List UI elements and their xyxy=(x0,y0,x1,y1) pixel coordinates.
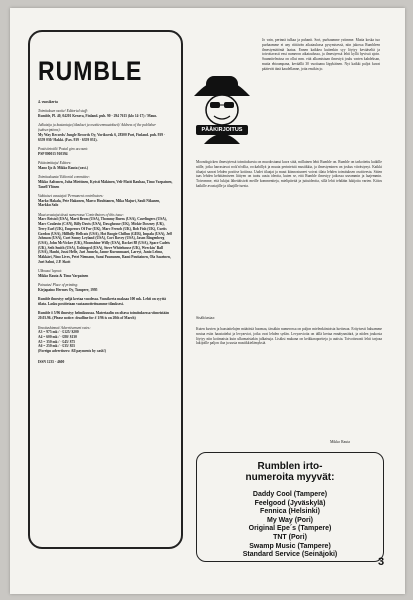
retailer-item: Original Epe´s (Tampere) xyxy=(248,525,332,533)
page-number: 3 xyxy=(378,556,385,568)
retailers-title xyxy=(197,461,383,483)
contributors xyxy=(38,194,173,208)
editors-value: Mano Ijo & Mikko Rauta (vast.) xyxy=(38,165,88,170)
ad-rate-line: A5 = 350 mk / - £45/ $75 xyxy=(38,339,76,344)
contributors-label: Vakituiset avustajat/ Permanent contributors: xyxy=(38,193,104,198)
committee-value: Mikko Aaltonen, Juha Miettinen, Kyösti Mäkinen, Veli-Matti Rauhaa, Timo Varpainen, Tanell Ylönen xyxy=(38,179,173,189)
masthead-text xyxy=(38,100,173,369)
rumble-logo: RUMBLE xyxy=(38,55,143,86)
retailer-item: TNT (Pori) xyxy=(273,533,307,541)
publisher-value: My Way Records/ Jungle Records Oy, Vorikwesk 6, 28300 Pori, Finland. puh. 939 - 6359 030/ Hakki. (Fax. 939 - 6359 031). xyxy=(38,132,166,142)
retailer-item: Swamp Music (Tampere) xyxy=(249,542,331,550)
editorial-office-value: Rumble, Pl. 40, 04201 Kerava, Finland. puh. 90 - 294 7615 (klo 14-17) / Mauo. xyxy=(38,114,158,119)
issue-label: 4. vuosikerta xyxy=(38,100,58,104)
deadline-notice: Rumble # 5/96 ilmestyy helmikuussa. Materiaalin on oltava toimituksessa viimeistään 20.03.96. (Please notice: deadline for # 1/96 is on 20th of March) xyxy=(38,311,169,321)
ad-rates xyxy=(38,326,173,354)
issue-contributors xyxy=(38,213,173,265)
postal-account-label: Postisiirtotili/ Postal giro account: xyxy=(38,146,89,151)
retailer-item: Standard Service (Seinäjoki) xyxy=(242,551,338,559)
retailers-list xyxy=(197,491,383,560)
retailer-item: My Way (Pori) xyxy=(266,516,314,524)
retailers-title-line2: numeroita myyvät: xyxy=(245,472,335,483)
layout-value: Mikko Rauta & Timo Varpainen xyxy=(38,273,89,278)
content-body: Kuten kuvien ja haastattelujen määrästä huomaa, tässäkin numerossa on paljon mielenkiintoista luettavaa. Erityisesti haluamme nostaa esiin haastattelut ja levyarviot, jotka ovat lehden sydän. Levyarvioita on tällä kertaa ennätysmäärä, ja niiden joukosta löytyy niin kotimaisia kuin ulkomaisiakin julkaisuja. Lisäksi mukana on keikkaraportteja ja uutisia. Toivottavasti lehti tarjoaa lukijoille paljon iloa ja uusia musiikkielämyksiä. xyxy=(196,327,382,346)
ad-rate-line: A4 = 600 mk / - £80/ $130 xyxy=(38,334,77,339)
retailers-box xyxy=(196,452,384,562)
editorial-office-label: Toimituksen osoite/ Editorial staff: xyxy=(38,109,88,114)
issue-contributors-value: Marc Bristol (USA), Martí Brom (USA), Thommy Burns (USA), Cavelingers (USA), Marc Coulavin (CAN), Billy Davis (USA), Dawghouse (UK), Mickie Downey (UK), Terry Earl (UK), Emperors Of Fur (UK), Marc French (UK), Bob Fish (UK), Curtis Gordon (USA), Hillbilly Hellcats (USA), Hot Boogie Chillun (GER), Impala (USA), Jeff Johnson (USA), Curt Sonny Leyland (USA), Cort Rovey (USA), Jason Ringenberg (USA), John McVicker (UK), Moonshine Willy (USA), Rocket 88 (USA), Space Cadets (UK), Seth Smith (USA), Unhinged (USA), Steve Whitehouse (UK), Wreckin' Ball (USA), Hanhi, Jussi Helle, Jari Juusela, Janne Kurunmaari, Larryt, Janio Lelmo, Mäkkäri, Nino Lives, Petri Niemann, Sami Paununen, Rami Poutiainen, Ola Saarinen, Juri Salmi, J.P. Skott xyxy=(38,217,172,264)
intro-text: Jo vain, perinnä tulkaa ja puhanit. Sori, purhaamme ystimme. Mutta koska tuo purhaamme ei any riittävän aikataulussa pysymisessä, niin jakossa Rumbleen ilmestymätöntä laatua. Ennen kaikkea kuitenkin syy löytyy kevääseltä ja toivottavasti ensi numeron aikataulussa, ja ilmestyessä lehti kyllä hyvissä ajoin. Suunnitelmissa on ollut mm. että alkamistaan ilmestyä joulu varten kahdeksan, mutta ehtoampana, keväällä 30 vuotiaana läpykäinen. Nyt kaikki paljot kuvat päätevät tänä kaudellanne, jotta ensikin jo. xyxy=(262,38,380,71)
retailer-item: Feelgood (Jyväskylä) xyxy=(254,499,326,507)
postal-account xyxy=(38,147,173,156)
editorial-heading: PÄÄKIRJOITUS xyxy=(196,125,248,135)
postal-account-value: PSP 800015 910394 xyxy=(38,151,68,156)
ad-rate-line: A3 = 975 mk / - £125/ $200 xyxy=(38,330,79,335)
mascot-illustration-icon xyxy=(192,58,252,153)
committee-label: Toimituskunta/ Editorial committee: xyxy=(38,175,90,180)
publisher xyxy=(38,123,173,142)
retailer-item: Fennica (Helsinki) xyxy=(260,508,320,516)
issue-contributors-label: Muut avustajat tässä numerossa/ Contributors of this issue: xyxy=(38,212,124,217)
layout-credit xyxy=(38,269,173,278)
layout-label: Ulkoasu/ layout: xyxy=(38,269,63,274)
ad-rates-label: Ilmoitushinnat/ Advertisement rates: xyxy=(38,325,91,330)
publisher-label: Julkaisija ja kustantaja (tilaukset ja osoitteenmuutokset)/ Address of the publisher (subscriptions): xyxy=(38,123,156,133)
retailers-title-line1: Rumblen irto- xyxy=(257,461,323,472)
printing-value: Kirjapaino Hermes Oy, Tampere, 1995 xyxy=(38,287,98,292)
retailer-item: Daddy Cool (Tampere) xyxy=(252,491,328,498)
signature: Mikko Rauta xyxy=(330,440,350,444)
editors xyxy=(38,161,173,170)
ad-rate-line: (Foreign advertisers: All payments by cash!) xyxy=(38,349,106,354)
editors-label: Päätoimittaja/ Editors: xyxy=(38,161,72,166)
committee xyxy=(38,175,173,189)
content-subheading: Sisältöasiaa: xyxy=(196,316,215,320)
printing-label: Painatus/ Place of printing: xyxy=(38,283,79,288)
editorial-body xyxy=(196,160,382,193)
issn: ISSN 1235 - 4600 xyxy=(38,359,65,364)
subscription-notice: Rumble ilmestyy neljä kertaa vuodessa. Vuosikerta maksaa 100 mk. Lehti on syyttä tilata. Lasku postitetaan vastaanottettuamme tilauksesi. xyxy=(38,297,166,307)
editorial-office xyxy=(38,109,173,118)
contributors-value: Marko Hakala, Pete Hakonen, Marco Houhtanen, Mika Majuri, Sauli Nikanen, Markku Salo xyxy=(38,198,161,208)
ad-rate-line: A6 = 250 mk / - £35/ $55 xyxy=(38,344,76,349)
printing xyxy=(38,283,173,292)
editorial-paragraph: Moondogicken ilmestyiessä toimituksesta on muodostunut kuva siitä, millainen lehti Rumble on. Rumble on tarkoitettu kaikille niille, jotka harrastavat rock'n'rollia, rockabillyä ja muuta perinteistä musiikkia, ja ilmestyminen on joskus viivästynyt. Kaikki tilaajat saavat lehden postitse kotiinsa. Uudet tilaajat ja muut kiinnostuneet voivat tilata lehden toimituksen osoitteesta. Sitten taas lehden kehittämiseen liittyen on tuotu uusia ideoita, kuten se, että Rumble ilmestyy jatkossa useammin ja laajemmin. Toivomme, että lukijat lähettäisivät meille kommentteja, mielipiteitä ja juttuideoita, sillä lehti tehdään lukijoita varten. Kiitos kaikille avustajille ja tilaajille tuesta. xyxy=(196,160,382,188)
